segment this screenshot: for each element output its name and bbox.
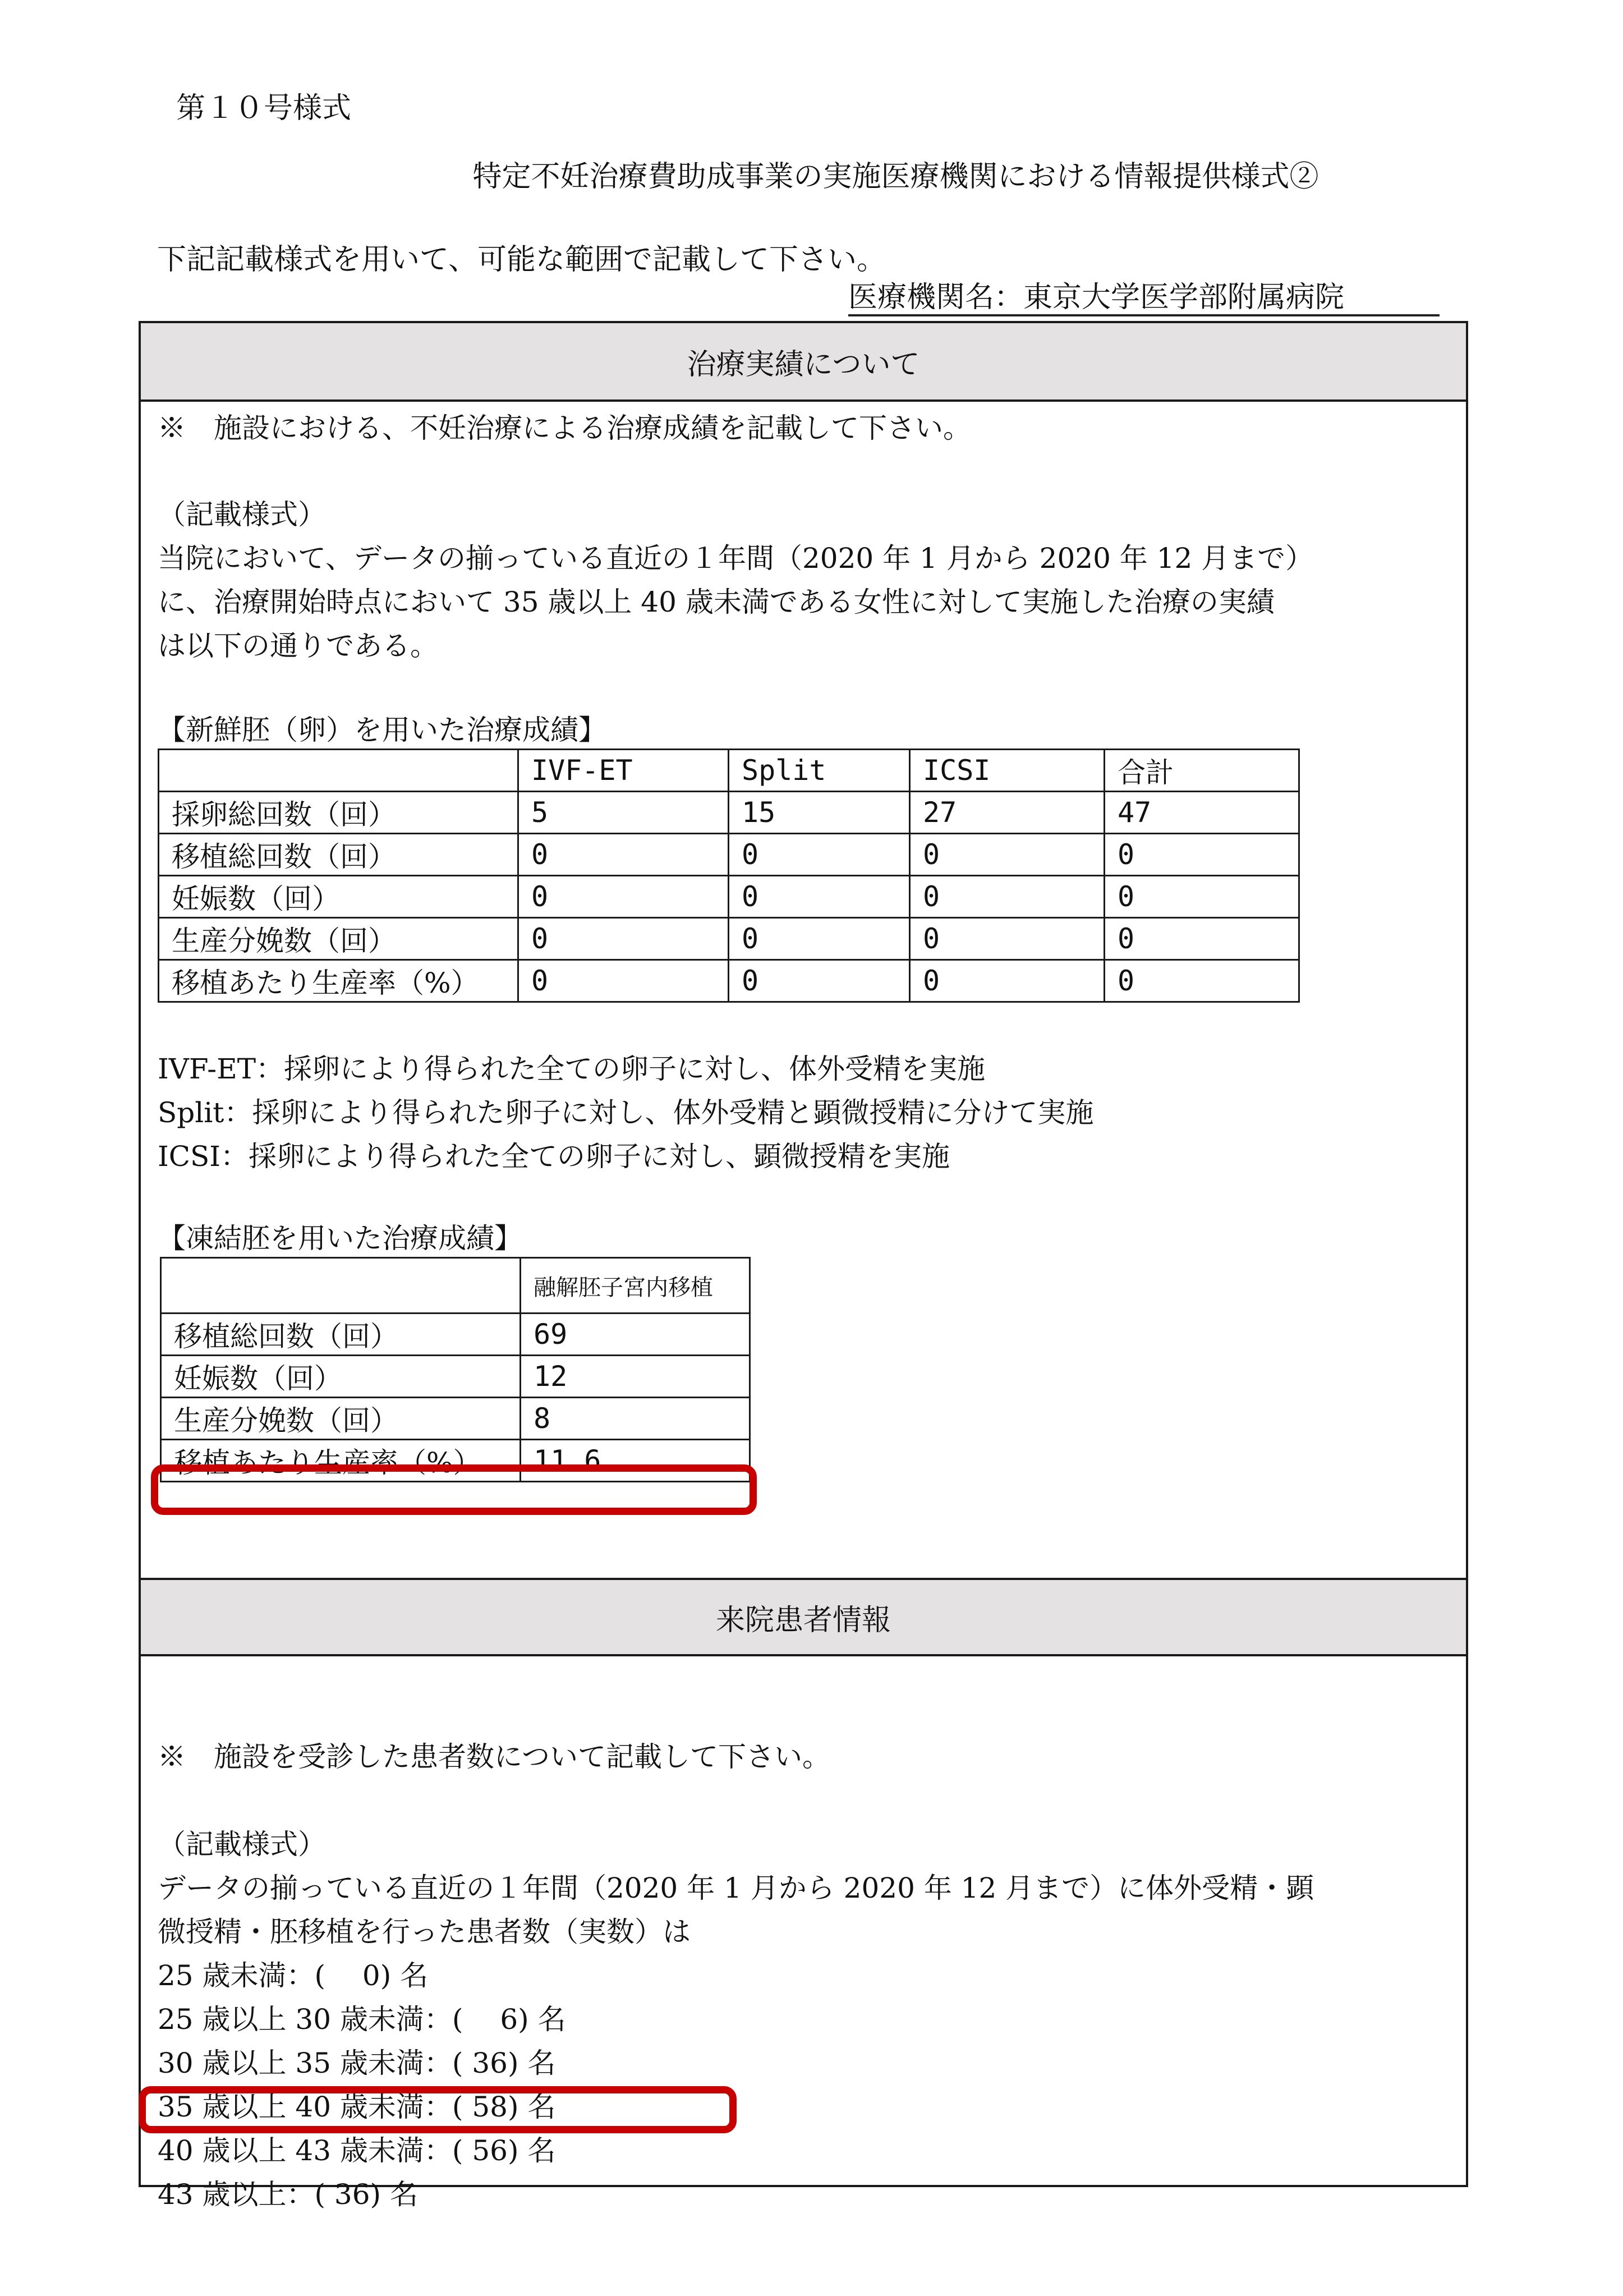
cell-value: 0 xyxy=(910,918,1105,960)
form-box xyxy=(139,321,1468,2211)
age-group-item: 25 歳未満：( 0) 名 xyxy=(158,1959,429,1992)
table-header-cell: 融解胚子宮内移植 xyxy=(521,1258,750,1314)
row-label: 移植あたり生産率（%） xyxy=(159,960,518,1002)
row-label: 移植総回数（回） xyxy=(159,834,518,876)
age-group-item: 43 歳以上：( 36) 名 xyxy=(158,2178,418,2211)
fresh-embryo-table xyxy=(158,749,1300,1003)
table-row xyxy=(161,1356,750,1398)
cell-value: 15 xyxy=(729,792,910,834)
age-group-item: 40 歳以上 43 歳未満：( 56) 名 xyxy=(158,2134,556,2167)
table-header-cell: 合計 xyxy=(1105,750,1299,792)
table-header-cell xyxy=(161,1258,521,1314)
definition-split: Split：採卵により得られた卵子に対し、体外受精と顕微授精に分けて実施 xyxy=(158,1096,1094,1129)
cell-value: 47 xyxy=(1105,792,1299,834)
cell-value: 0 xyxy=(1105,876,1299,918)
age-group-item: 35 歳以上 40 歳未満：( 58) 名 xyxy=(158,2091,556,2123)
treatment-note: ※ 施設における、不妊治療による治療成績を記載して下さい。 xyxy=(158,412,971,444)
definition-ivf-et: IVF-ET：採卵により得られた全ての卵子に対し、体外受精を実施 xyxy=(158,1053,986,1085)
cell-value: 5 xyxy=(518,792,729,834)
table-header-cell: ICSI xyxy=(910,750,1105,792)
institution-name: 医療機関名：東京大学医学部附属病院 xyxy=(848,281,1440,316)
row-label: 妊娠数（回） xyxy=(161,1356,521,1398)
age-group-item: 25 歳以上 30 歳未満：( 6) 名 xyxy=(158,2003,566,2036)
cell-value: 12 xyxy=(521,1356,750,1398)
cell-value: 0 xyxy=(518,834,729,876)
cell-value: 0 xyxy=(729,876,910,918)
treatment-description-line: に、治療開始時点において 35 歳以上 40 歳未満である女性に対して実施した治療の実績 xyxy=(158,586,1275,618)
table-row xyxy=(161,1440,750,1482)
table-header-cell: Split xyxy=(729,750,910,792)
table-row xyxy=(159,876,1299,918)
cell-value: 0 xyxy=(729,834,910,876)
frozen-table-title: 【凍結胚を用いた治療成績】 xyxy=(158,1222,522,1255)
table-header-row xyxy=(161,1258,750,1314)
table-row xyxy=(159,834,1299,876)
cell-value: 8 xyxy=(521,1398,750,1440)
table-header-cell: IVF-ET xyxy=(518,750,729,792)
frozen-embryo-table xyxy=(160,1257,751,1482)
table-row xyxy=(159,918,1299,960)
cell-value: 0 xyxy=(518,876,729,918)
patient-format-label: （記載様式） xyxy=(158,1828,326,1861)
patient-description-line: データの揃っている直近の１年間（2020 年 1 月から 2020 年 12 月まで）に体外受精・顕 xyxy=(158,1872,1314,1904)
section-header-treatment xyxy=(141,323,1466,402)
row-label: 移植総回数（回） xyxy=(161,1314,521,1356)
cell-value: 27 xyxy=(910,792,1105,834)
row-label: 移植あたり生産率（%） xyxy=(161,1440,521,1482)
cell-value: 0 xyxy=(729,918,910,960)
age-group-item: 30 歳以上 35 歳未満：( 36) 名 xyxy=(158,2047,556,2079)
cell-value: 69 xyxy=(521,1314,750,1356)
table-header-cell xyxy=(159,750,518,792)
document-title: 特定不妊治療費助成事業の実施医療機関における情報提供様式② xyxy=(472,160,1319,194)
table-row xyxy=(161,1314,750,1356)
row-label: 妊娠数（回） xyxy=(159,876,518,918)
treatment-description-line: は以下の通りである。 xyxy=(158,630,438,662)
cell-value: 0 xyxy=(910,960,1105,1002)
row-label: 生産分娩数（回） xyxy=(159,918,518,960)
cell-value: 0 xyxy=(910,876,1105,918)
instruction-text: 下記記載様式を用いて、可能な範囲で記載して下さい。 xyxy=(157,243,886,277)
definition-icsi: ICSI：採卵により得られた全ての卵子に対し、顕微授精を実施 xyxy=(158,1140,950,1173)
table-row xyxy=(159,960,1299,1002)
cell-value: 0 xyxy=(1105,834,1299,876)
patient-description-line: 微授精・胚移植を行った患者数（実数）は xyxy=(158,1916,691,1948)
section-header-patients xyxy=(141,1578,1466,1656)
form-number: 第１０号様式 xyxy=(176,91,352,125)
patient-note: ※ 施設を受診した患者数について記載して下さい。 xyxy=(158,1741,830,1773)
cell-value: 0 xyxy=(518,960,729,1002)
section-title: 治療実績について xyxy=(687,347,920,382)
table-row xyxy=(161,1398,750,1440)
row-label: 生産分娩数（回） xyxy=(161,1398,521,1440)
fresh-table-title: 【新鮮胚（卵）を用いた治療成績】 xyxy=(158,714,606,746)
treatment-description-line: 当院において、データの揃っている直近の１年間（2020 年 1 月から 2020 年 12 月まで） xyxy=(158,542,1314,575)
cell-value: 0 xyxy=(910,834,1105,876)
cell-value: 0 xyxy=(1105,918,1299,960)
row-label: 採卵総回数（回） xyxy=(159,792,518,834)
cell-value: 11.6 xyxy=(521,1440,750,1482)
cell-value: 0 xyxy=(518,918,729,960)
treatment-format-label: （記載様式） xyxy=(158,498,326,531)
table-row xyxy=(159,792,1299,834)
table-header-row xyxy=(159,750,1299,792)
section-title: 来院患者情報 xyxy=(715,1603,891,1637)
cell-value: 0 xyxy=(1105,960,1299,1002)
cell-value: 0 xyxy=(729,960,910,1002)
